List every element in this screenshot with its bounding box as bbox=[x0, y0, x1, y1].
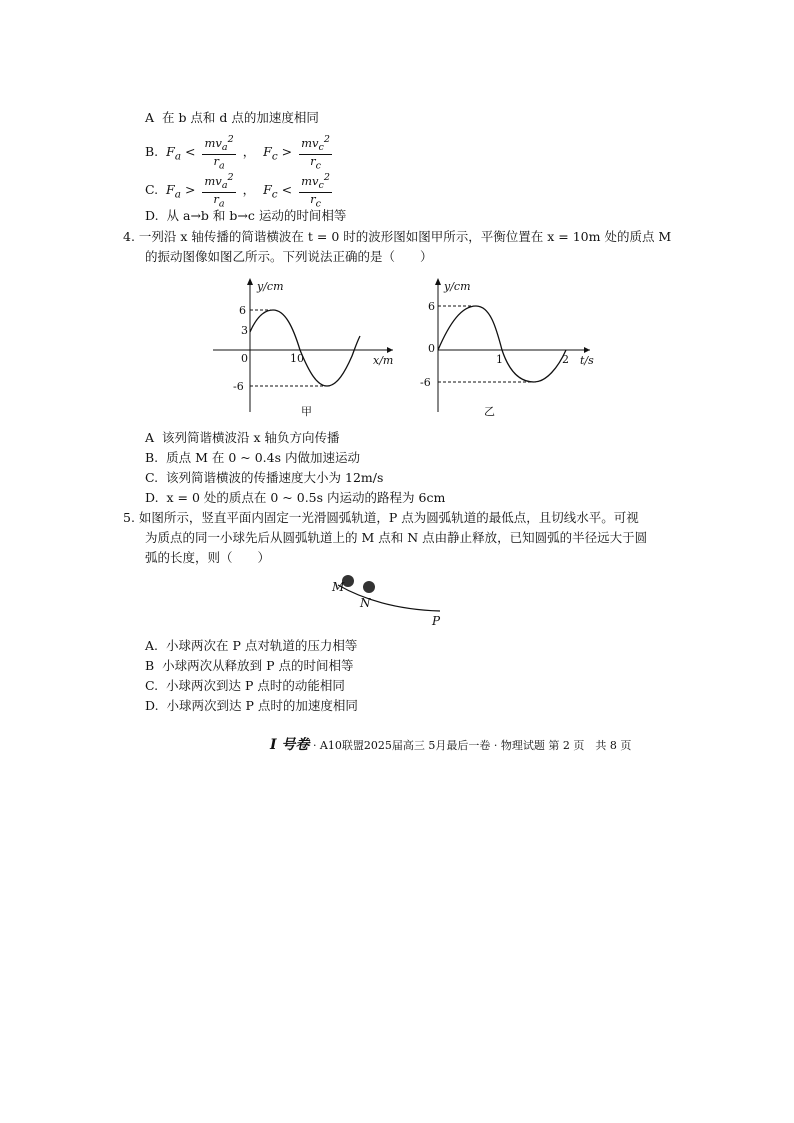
subscript: a bbox=[174, 150, 182, 163]
option-label: A. bbox=[145, 638, 159, 653]
denominator: r bbox=[310, 153, 316, 168]
question-text: 的振动图像如图乙所示。下列说法正确的是（ ） bbox=[145, 249, 433, 264]
numerator: mv bbox=[204, 135, 222, 150]
subscript: a bbox=[218, 159, 225, 171]
denominator: r bbox=[213, 153, 219, 168]
figure-caption: 甲 bbox=[301, 405, 312, 418]
vibration-graph-yi bbox=[420, 272, 610, 422]
q5-option-a bbox=[145, 638, 357, 653]
option-text: 小球两次从释放到 P 点的时间相等 bbox=[162, 658, 354, 673]
force-symbol: F bbox=[263, 182, 272, 198]
option-text: 该列简谐横波的传播速度大小为 12m/s bbox=[166, 470, 384, 485]
option-text: 小球两次在 P 点对轨道的压力相等 bbox=[165, 638, 358, 653]
denominator: r bbox=[310, 191, 316, 206]
option-text: 小球两次到达 P 点时的加速度相同 bbox=[166, 698, 358, 713]
option-label: B bbox=[145, 658, 155, 673]
y-axis-label: y/cm bbox=[257, 280, 284, 293]
option-label: D. bbox=[145, 490, 159, 505]
subscript: c bbox=[315, 159, 322, 171]
subscript: a bbox=[221, 180, 228, 192]
option-label: C. bbox=[145, 182, 159, 198]
q5-stem-line-3 bbox=[145, 550, 270, 565]
operator: < bbox=[281, 182, 293, 198]
q3-option-a bbox=[145, 110, 319, 125]
question-text: 弧的长度，则（ ） bbox=[145, 550, 271, 565]
subscript: c bbox=[315, 197, 321, 209]
operator: > bbox=[281, 144, 293, 160]
fraction bbox=[202, 134, 235, 171]
tick-label: 0 bbox=[241, 352, 248, 365]
option-text: 该列简谐横波沿 x 轴负方向传播 bbox=[161, 430, 340, 445]
subscript: c bbox=[271, 188, 278, 201]
fraction bbox=[299, 172, 332, 209]
tick-label: 0 bbox=[428, 342, 435, 355]
y-axis-arrow bbox=[435, 278, 441, 285]
q4-stem-line-2 bbox=[145, 249, 433, 264]
y-axis-label: y/cm bbox=[444, 280, 471, 293]
q4-option-b bbox=[145, 450, 360, 465]
option-label: A bbox=[145, 110, 155, 125]
operator: < bbox=[185, 144, 196, 160]
option-text: 从 a→b 和 b→c 运动的时间相等 bbox=[166, 208, 347, 223]
subscript: c bbox=[271, 150, 278, 163]
denominator: r bbox=[213, 191, 219, 206]
q4-option-c bbox=[145, 470, 383, 485]
separator: ， bbox=[242, 144, 256, 160]
ball-n bbox=[363, 581, 375, 593]
option-text: 质点 M 在 0 ~ 0.4s 内做加速运动 bbox=[166, 450, 360, 465]
subscript: a bbox=[174, 188, 181, 201]
q5-stem-line-2 bbox=[145, 530, 647, 545]
tick-label: 3 bbox=[241, 324, 248, 337]
operator: > bbox=[184, 182, 196, 198]
q3-option-d bbox=[145, 208, 346, 223]
option-label: A bbox=[145, 430, 155, 445]
q5-option-b bbox=[145, 658, 354, 673]
subscript: c bbox=[318, 180, 324, 192]
fraction bbox=[202, 172, 235, 209]
q5-option-d bbox=[145, 698, 358, 713]
superscript: 2 bbox=[227, 172, 234, 183]
x-axis-label: x/m bbox=[373, 354, 394, 367]
wave-curve bbox=[250, 310, 360, 386]
superscript: 2 bbox=[323, 134, 331, 145]
x-axis-arrow bbox=[387, 347, 393, 353]
x-axis-label: t/s bbox=[580, 354, 594, 367]
tick-label: 2 bbox=[562, 353, 569, 366]
y-axis-arrow bbox=[247, 278, 253, 285]
point-label-p: P bbox=[432, 614, 441, 628]
numerator: mv bbox=[301, 173, 319, 188]
question-text: 为质点的同一小球先后从圆弧轨道上的 M 点和 N 点由静止释放，已知圆弧的半径远大于圆 bbox=[145, 530, 648, 545]
option-text: 小球两次到达 P 点时的动能相同 bbox=[166, 678, 345, 693]
q4-option-d bbox=[145, 490, 445, 505]
q5-option-c bbox=[145, 678, 345, 693]
option-text: x = 0 处的质点在 0 ~ 0.5s 内运动的路程为 6cm bbox=[166, 490, 446, 505]
x-axis-arrow bbox=[584, 347, 590, 353]
superscript: 2 bbox=[227, 134, 234, 145]
superscript: 2 bbox=[323, 172, 330, 183]
numerator: mv bbox=[204, 173, 222, 188]
brand-logo: I 号卷 bbox=[270, 737, 310, 753]
tick-label: 6 bbox=[239, 304, 246, 317]
tick-label: -6 bbox=[233, 380, 244, 393]
footer-text: · A10联盟2025届高三 5月最后一卷 · 物理试题 第 2 页 共 8 页 bbox=[312, 739, 632, 752]
q3-option-c bbox=[145, 172, 335, 209]
subscript: a bbox=[218, 197, 225, 209]
q5-stem-line-1 bbox=[123, 510, 639, 525]
point-label-n: N bbox=[360, 596, 371, 610]
wave-graph-jia bbox=[205, 272, 405, 422]
q4-option-a bbox=[145, 430, 339, 445]
separator: ， bbox=[242, 182, 256, 198]
arc-track-figure bbox=[320, 565, 460, 630]
question-number: 4. bbox=[123, 229, 135, 244]
subscript: a bbox=[221, 142, 228, 154]
arc-track bbox=[338, 585, 440, 611]
option-label: C. bbox=[145, 470, 159, 485]
option-label: D. bbox=[145, 698, 159, 713]
tick-label: 1 bbox=[496, 353, 503, 366]
option-label: C. bbox=[145, 678, 159, 693]
tick-label: 10 bbox=[290, 352, 304, 365]
numerator: mv bbox=[301, 135, 319, 150]
force-symbol: F bbox=[166, 144, 175, 160]
question-text: 一列沿 x 轴传播的简谐横波在 t = 0 时的波形图如图甲所示，平衡位置在 x = 10m 处的质点 M bbox=[138, 229, 672, 244]
q4-stem-line-1 bbox=[123, 229, 671, 244]
page-footer bbox=[270, 734, 631, 754]
force-symbol: F bbox=[263, 144, 272, 160]
question-text: 如图所示，竖直平面内固定一光滑圆弧轨道，P 点为圆弧轨道的最低点，且切线水平。可视 bbox=[138, 510, 639, 525]
fraction bbox=[299, 134, 332, 171]
question-number: 5. bbox=[123, 510, 135, 525]
tick-label: -6 bbox=[420, 376, 431, 389]
figure-caption: 乙 bbox=[484, 405, 495, 418]
option-label: D. bbox=[145, 208, 159, 223]
force-symbol: F bbox=[166, 182, 175, 198]
option-label: B. bbox=[145, 450, 159, 465]
option-text: 在 b 点和 d 点的加速度相同 bbox=[161, 110, 319, 125]
q3-option-b bbox=[145, 134, 335, 171]
option-label: B. bbox=[145, 144, 159, 160]
tick-label: 6 bbox=[428, 300, 435, 313]
point-label-m: M bbox=[332, 580, 345, 594]
subscript: c bbox=[318, 142, 324, 154]
vibration-curve bbox=[438, 306, 566, 382]
